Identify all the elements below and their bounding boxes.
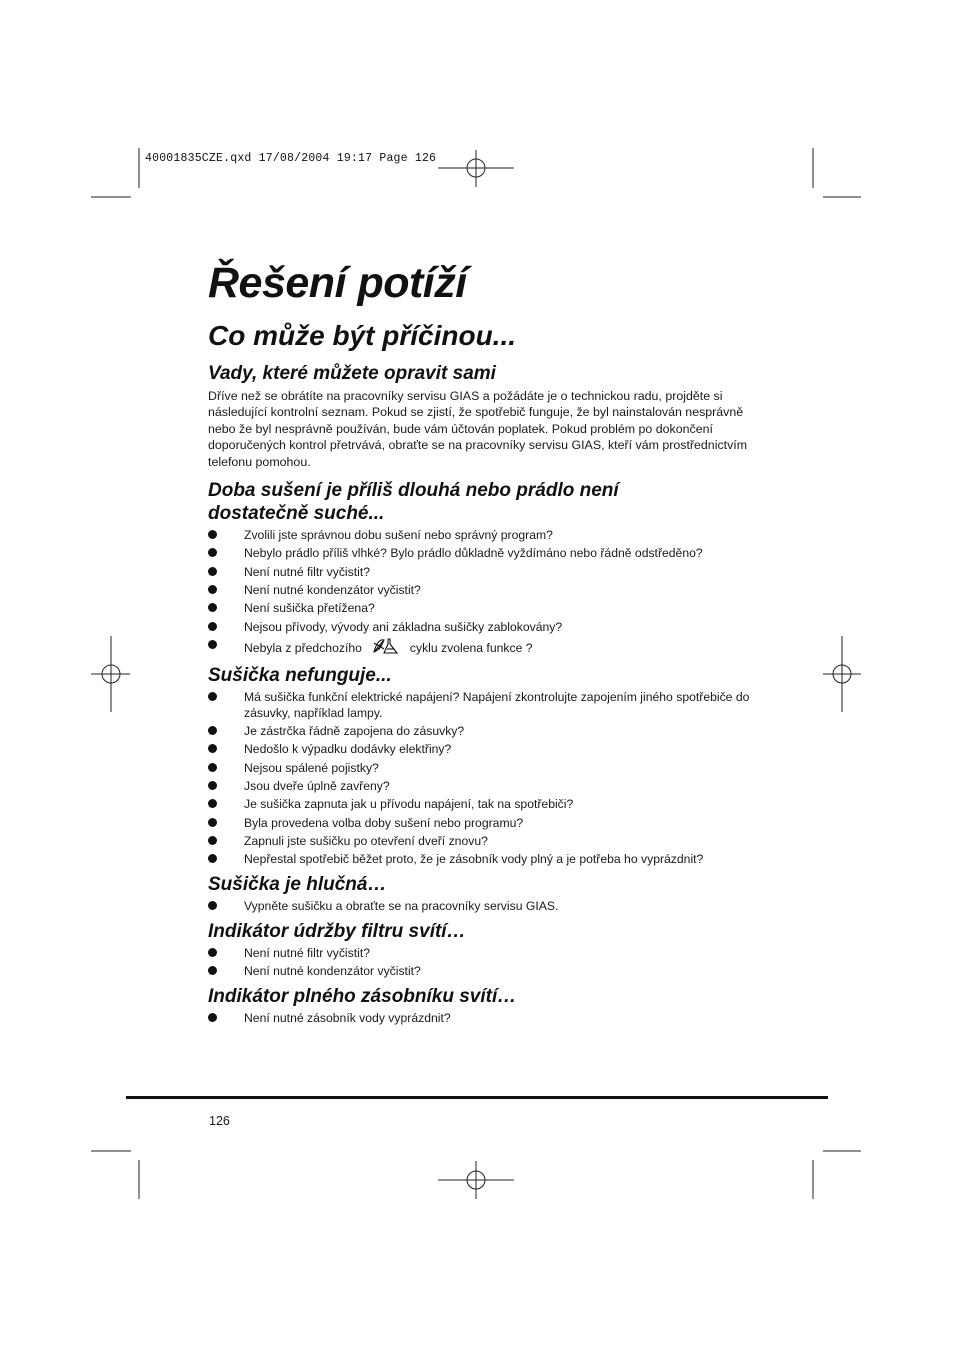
section-heading: Sušička je hlučná…	[208, 874, 387, 896]
section-heading: Indikátor plného zásobníku svítí…	[208, 986, 517, 1008]
section-heading: Sušička nefunguje...	[208, 664, 392, 686]
bullet-icon	[208, 622, 217, 631]
page-number: 126	[209, 1114, 230, 1128]
section-self-repair	[208, 362, 753, 470]
fabric-care-icon	[372, 637, 400, 659]
registration-mark-left	[91, 636, 130, 712]
bullet-icon	[208, 799, 217, 808]
bullet-icon	[208, 901, 217, 910]
list-item-text: Zapnuli jste sušičku po otevření dveří znovu?	[244, 833, 488, 848]
list-item-text: Byla provedena volba doby sušení nebo programu?	[244, 815, 524, 830]
list-item-text: Není nutné filtr vyčistit?	[244, 946, 370, 961]
bullet-icon	[208, 744, 217, 753]
list-item-text: Není sušička přetížena?	[244, 601, 375, 616]
bullet-list	[208, 527, 753, 659]
bullet-icon	[208, 530, 217, 539]
list-item-text: Není nutné zásobník vody vyprázdnit?	[244, 1011, 451, 1026]
list-item	[208, 689, 753, 721]
list-item-text-before: Nebyla z předchozího	[244, 640, 362, 655]
section-heading: Indikátor údržby filtru svítí…	[208, 921, 466, 943]
footer-rule	[126, 1096, 828, 1099]
registration-mark-top	[438, 150, 514, 187]
page-title: Řešení potíží	[208, 259, 467, 307]
list-item-text: Nejsou přívody, vývody ani základna sušičky zablokovány?	[244, 619, 563, 634]
bullet-icon	[208, 548, 217, 557]
bullet-icon	[208, 763, 217, 772]
list-item-text: Je zástrčka řádně zapojena do zásuvky?	[244, 724, 465, 739]
list-item	[208, 723, 753, 739]
bullet-icon	[208, 836, 217, 845]
list-item-text: Není nutné filtr vyčistit?	[244, 564, 370, 579]
bullet-list	[208, 945, 753, 979]
bullet-icon	[208, 781, 217, 790]
list-item	[208, 833, 753, 849]
bullet-icon	[208, 726, 217, 735]
registration-mark-bottom	[438, 1161, 514, 1199]
list-item	[208, 796, 753, 812]
list-item	[208, 600, 753, 616]
bullet-list	[208, 689, 753, 867]
list-item	[208, 898, 753, 914]
section-drying-time	[208, 479, 753, 659]
list-item-text: Je sušička zapnuta jak u přívodu napájení, tak na spotřebiči?	[244, 797, 574, 812]
list-item	[208, 778, 753, 794]
list-item-text: Má sušička funkční elektrické napájení? Napájení zkontrolujte zapojením jiného spotřebiče do zásuvky, například lampy.	[244, 689, 750, 720]
registration-mark-right	[823, 636, 861, 712]
bullet-icon	[208, 692, 217, 701]
list-item	[208, 527, 753, 543]
page-content	[208, 252, 753, 1029]
list-item	[208, 760, 753, 776]
list-item	[208, 815, 753, 831]
list-item-text: Není nutné kondenzátor vyčistit?	[244, 964, 421, 979]
page-subtitle: Co může být příčinou...	[208, 320, 517, 351]
bullet-icon	[208, 603, 217, 612]
section-noisy	[208, 873, 753, 914]
bullet-icon	[208, 1013, 217, 1022]
list-item-text: Jsou dveře úplně zavřeny?	[244, 779, 390, 793]
bullet-icon	[208, 585, 217, 594]
bullet-icon	[208, 854, 217, 863]
list-item-text: Nejsou spálené pojistky?	[244, 760, 379, 775]
list-item	[208, 564, 753, 580]
list-item	[208, 741, 753, 757]
section-not-working	[208, 664, 753, 867]
bullet-icon	[208, 948, 217, 957]
list-item-text: Nedošlo k výpadku dodávky elektřiny?	[244, 742, 452, 757]
list-item-text: Nepřestal spotřebič běžet proto, že je zásobník vody plný a je potřeba ho vyprázdnit?	[244, 852, 704, 867]
section-heading: Vady, které můžete opravit sami	[208, 363, 496, 384]
bullet-list	[208, 1010, 753, 1026]
bullet-icon	[208, 966, 217, 975]
bullet-list	[208, 898, 753, 914]
list-item	[208, 637, 753, 659]
list-item	[208, 582, 753, 598]
list-item	[208, 851, 753, 867]
list-item	[208, 945, 753, 961]
list-item	[208, 545, 753, 561]
list-item-text: Vypněte sušičku a obraťte se na pracovníky servisu GIAS.	[244, 899, 559, 914]
section-filter-indicator	[208, 920, 753, 979]
list-item-text-after: cyklu zvolena funkce ?	[409, 640, 533, 655]
file-slug: 40001835CZE.qxd 17/08/2004 19:17 Page 126	[145, 152, 437, 165]
section-heading: Doba sušení je příliš dlouhá nebo prádlo není dostatečně suché...	[208, 480, 619, 525]
bullet-icon	[208, 567, 217, 576]
list-item	[208, 963, 753, 979]
bullet-icon	[208, 640, 217, 649]
intro-paragraph: Dříve než se obrátíte na pracovníky servisu GIAS a požádáte je o technickou radu, projděte si následující kontrolní seznam. Pokud se zjistí, že spotřebič funguje, že byl nainstalován nesprávně nebo že byl nesprávně používán, bude vám účtován poplatek. Pokud problém po dokončení doporučených kontrol přetrvává, obraťte se na pracovníky servisu GIAS, kteří vám prostřednictvím telefonu pomohou.	[208, 389, 748, 469]
list-item-text: Není nutné kondenzátor vyčistit?	[244, 582, 421, 597]
section-tank-indicator	[208, 985, 753, 1026]
list-item-text: Zvolili jste správnou dobu sušení nebo správný program?	[244, 528, 553, 543]
bullet-icon	[208, 818, 217, 827]
list-item-text: Nebylo prádlo příliš vlhké? Bylo prádlo důkladně vyždímáno nebo řádně odstředěno?	[244, 546, 703, 561]
list-item	[208, 619, 753, 635]
list-item	[208, 1010, 753, 1026]
